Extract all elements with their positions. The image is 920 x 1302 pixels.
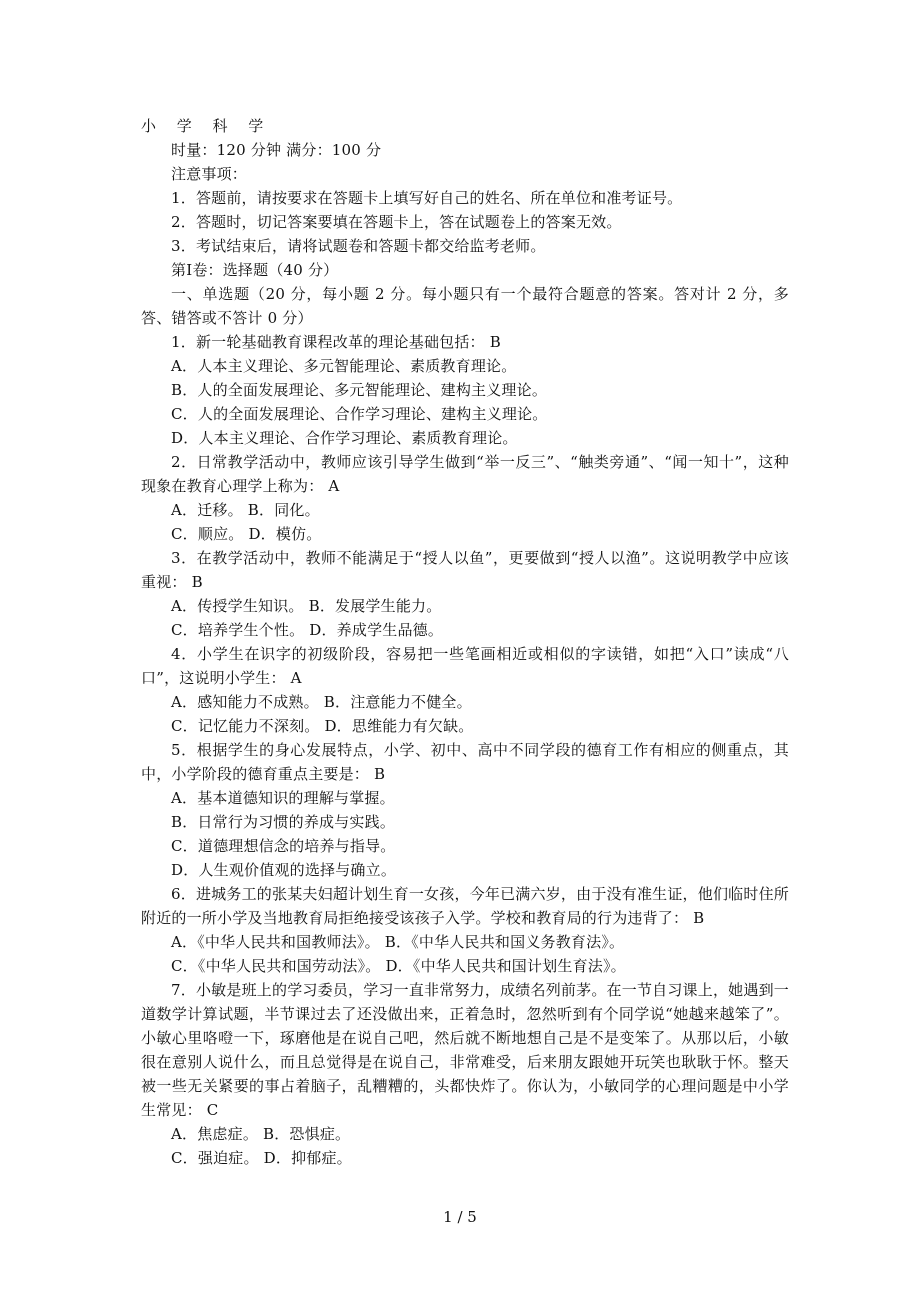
volume-title: 第Ⅰ卷：选择题（40 分） — [171, 261, 339, 279]
question-option: D．人生观价值观的选择与确立。 — [171, 861, 397, 879]
question-option: B．人的全面发展理论、多元智能理论、建构主义理论。 — [171, 381, 548, 399]
question-stem: 4．小学生在识字的初级阶段，容易把一些笔画相近或相似的字读错，如把“入口”读成“八口”，这说明小学生： A — [141, 645, 789, 687]
exam-content — [141, 114, 789, 1170]
question-option: A．人本主义理论、多元智能理论、素质教育理论。 — [171, 357, 517, 375]
notice-item: 1．答题前，请按要求在答题卡上填写好自己的姓名、所在单位和准考证号。 — [171, 189, 683, 207]
question-option: C．人的全面发展理论、合作学习理论、建构主义理论。 — [171, 405, 548, 423]
question-option: A．迁移。 B．同化。 — [171, 501, 320, 519]
question-option: C．道德理想信念的培养与指导。 — [171, 837, 396, 855]
question-stem: 6．进城务工的张某夫妇超计划生育一女孩，今年已满六岁，由于没有准生证，他们临时住所附近的一所小学及当地教育局拒绝接受该孩子入学。学校和教育局的行为违背了： B — [141, 885, 789, 927]
question-option: C．培养学生个性。 D．养成学生品德。 — [171, 621, 444, 639]
question-stem: 3．在教学活动中，教师不能满足于“授人以鱼”，更要做到“授人以渔”。这说明教学中应该重视： B — [141, 549, 789, 591]
question-option: C．强迫症。 D．抑郁症。 — [171, 1149, 352, 1167]
part-intro: 一、单选题（20 分，每小题 2 分。每小题只有一个最符合题意的答案。答对计 2 分，多答、错答或不答计 0 分） — [141, 285, 789, 327]
notice-item: 2．答题时，切记答案要填在答题卡上，答在试题卷上的答案无效。 — [171, 213, 622, 231]
question-option: C．《中华人民共和国劳动法》。 D．《中华人民共和国计划生育法》。 — [171, 957, 626, 975]
question-option: A．焦虑症。 B．恐惧症。 — [171, 1125, 351, 1143]
question-option: A．传授学生知识。 B．发展学生能力。 — [171, 597, 442, 615]
question-stem: 7．小敏是班上的学习委员，学习一直非常努力，成绩名列前茅。在一节自习课上，她遇到一道数学计算试题，半节课过去了还没做出来，正着急时，忽然听到有个同学说“她越来越笨了”。小敏心里咯噔一下，琢磨他是在说自己吧，然后就不断地想自己是不是变笨了。从那以后，小敏很在意别人说什么，而且总觉得是在说自己，非常难受，后来朋友跟她开玩笑也耿耿于怀。整天被一些无关紧要的事占着脑子，乱糟糟的，头都快炸了。你认为，小敏同学的心理问题是中小学生常见： C — [141, 981, 789, 1119]
question-stem: 2．日常教学活动中，教师应该引导学生做到“举一反三”、“触类旁通”、“闻一知十”，这种现象在教育心理学上称为： A — [141, 453, 789, 495]
question-option: B．日常行为习惯的养成与实践。 — [171, 813, 396, 831]
exam-title: 小 学 科 学 — [141, 117, 272, 135]
question-stem: 1．新一轮基础教育课程改革的理论基础包括： B — [171, 333, 501, 351]
question-stem: 5．根据学生的身心发展特点，小学、初中、高中不同学段的德育工作有相应的侧重点，其中，小学阶段的德育重点主要是： B — [141, 741, 789, 783]
question-option: C．记忆能力不深刻。 D．思维能力有欠缺。 — [171, 717, 474, 735]
notice-item: 3．考试结束后，请将试题卷和答题卡都交给监考老师。 — [171, 237, 546, 255]
page-number: 1 / 5 — [443, 1208, 477, 1226]
question-option: C．顺应。 D．模仿。 — [171, 525, 322, 543]
question-option: A．《中华人民共和国教师法》。 B．《中华人民共和国义务教育法》。 — [171, 933, 625, 951]
question-option: A．感知能力不成熟。 B．注意能力不健全。 — [171, 693, 472, 711]
question-option: D．人本主义理论、合作学习理论、素质教育理论。 — [171, 429, 518, 447]
time-score-line: 时量：120 分钟 满分：100 分 — [171, 141, 382, 159]
notice-heading: 注意事项： — [171, 165, 248, 183]
question-option: A．基本道德知识的理解与掌握。 — [171, 789, 395, 807]
